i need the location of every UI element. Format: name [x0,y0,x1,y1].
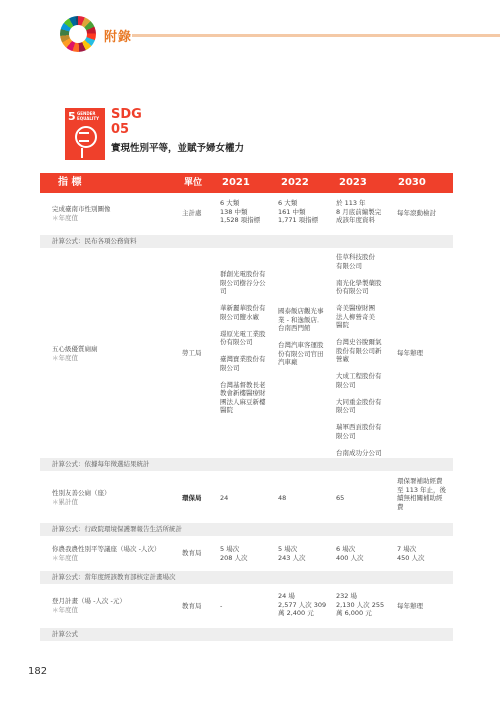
unit-cell: 主計處 [182,209,202,217]
header-2022: 2022 [281,177,309,188]
indicator-name: 性別友善公廁（座） ＊累計值 [52,489,111,506]
value-2022: 24 場 2,577 人次 309 萬 2,400 元 [278,592,327,617]
table-header [40,173,453,193]
header-2021: 2021 [222,177,250,188]
value-2022: 48 [278,494,287,502]
header-rule [132,34,500,37]
header-2030: 2030 [398,177,426,188]
value-2021: 24 [220,494,229,502]
value-2023: 6 場次 400 人次 [336,545,364,562]
indicator-name: 登月計畫（場 -人次 -元） ＊年度值 [52,597,126,614]
sdg-number: 05 [111,122,130,137]
header-2023: 2023 [339,177,367,188]
value-2030: 每年辦理 [397,602,423,610]
formula-row: 計算公式：依據每年徵選結果統計 [40,458,453,471]
page-number: 182 [28,666,48,677]
indicator-name: 五心級優質廁廁 ＊年度值 [52,345,98,362]
indicator-name: 完成臺南市性別圖像 ＊年度值 [52,205,111,222]
value-2021: 6 大類 138 中類 1,528 項指標 [220,199,261,224]
value-2022: 5 場次 243 人次 [278,545,306,562]
formula-row: 計算公式 [40,628,453,641]
sdg-title: 實現性別平等，並賦予婦女權力 [111,143,245,154]
value-2021: 群創光電股份有 限公司樹谷分公 司 華新麗華股份有 限公司鹽水廠 璟原光電工業股 份有限公司 臺灣寶業股份有 限公司 台灣基督教長老 教會新樓醫療財 團法人麻豆新樓 醫院 [220,270,266,414]
value-2022: 6 大類 161 中類 1,771 項指標 [278,199,319,224]
table-row [40,541,453,569]
value-2022: 國泰飯店觀光事 業 - 和逸飯店． 台南西門館 台灣汽車客運股 份有限公司官田 汽車廠 [278,307,324,366]
table-row [40,199,453,235]
value-2023: 65 [336,494,345,502]
unit-cell: 勞工局 [182,349,202,357]
sdg-label: SDG [111,107,142,122]
equal-sign-icon [79,132,89,142]
value-2030: 7 場次 450 人次 [397,545,425,562]
formula-row: 計算公式：民布各項公務資料 [40,235,453,248]
unit-cell: 教育局 [182,549,202,557]
formula-row: 計算公式：當年度經該教育部核定計畫場次 [40,571,453,584]
value-2030: 每年滾動檢討 [397,209,436,217]
table-row [40,588,453,624]
value-2030: 每年辦理 [397,349,423,357]
formula-row: 計算公式：行政院環境保護署報告生活所統計 [40,523,453,536]
unit-cell: 環保局 [182,494,202,502]
unit-cell: 教育局 [182,602,202,610]
table-row [40,473,453,521]
value-2021: - [220,602,223,610]
table-row [40,253,453,457]
value-2021: 5 場次 208 人次 [220,545,248,562]
value-2023: 於 113 年 8 月底前編製完 成該年度資料 [336,199,382,224]
value-2023: 232 場 2,130 人次 255 萬 6,000 元 [336,592,385,617]
indicator-name: 你農我農性別平等議座（場次 -人次） ＊年度值 [52,545,161,562]
page-header [0,0,500,60]
value-2023: 佳草科技股份 有限公司 南光化學製藥股 份有限公司 奇美醫療財團 法人柳營奇美 醫院 台灣史谷脫爾氣 股份有限公司新 營廠 大成工程股份有 限公司 大同重金股份有 限公司 瑞軍西貢股份有 限公司 台南成功分公司 [336,253,382,457]
value-2030: 環保署補助經費 至 113 年止，後 續無相關補助經 費 [397,477,447,511]
header-title: 附錄 [104,30,133,45]
gender-equality-icon: 5 GENDER EQUALITY [65,108,105,160]
sdg-wheel-logo [60,16,96,52]
header-indicator: 指 標 [58,177,82,188]
header-unit: 單位 [184,178,203,188]
